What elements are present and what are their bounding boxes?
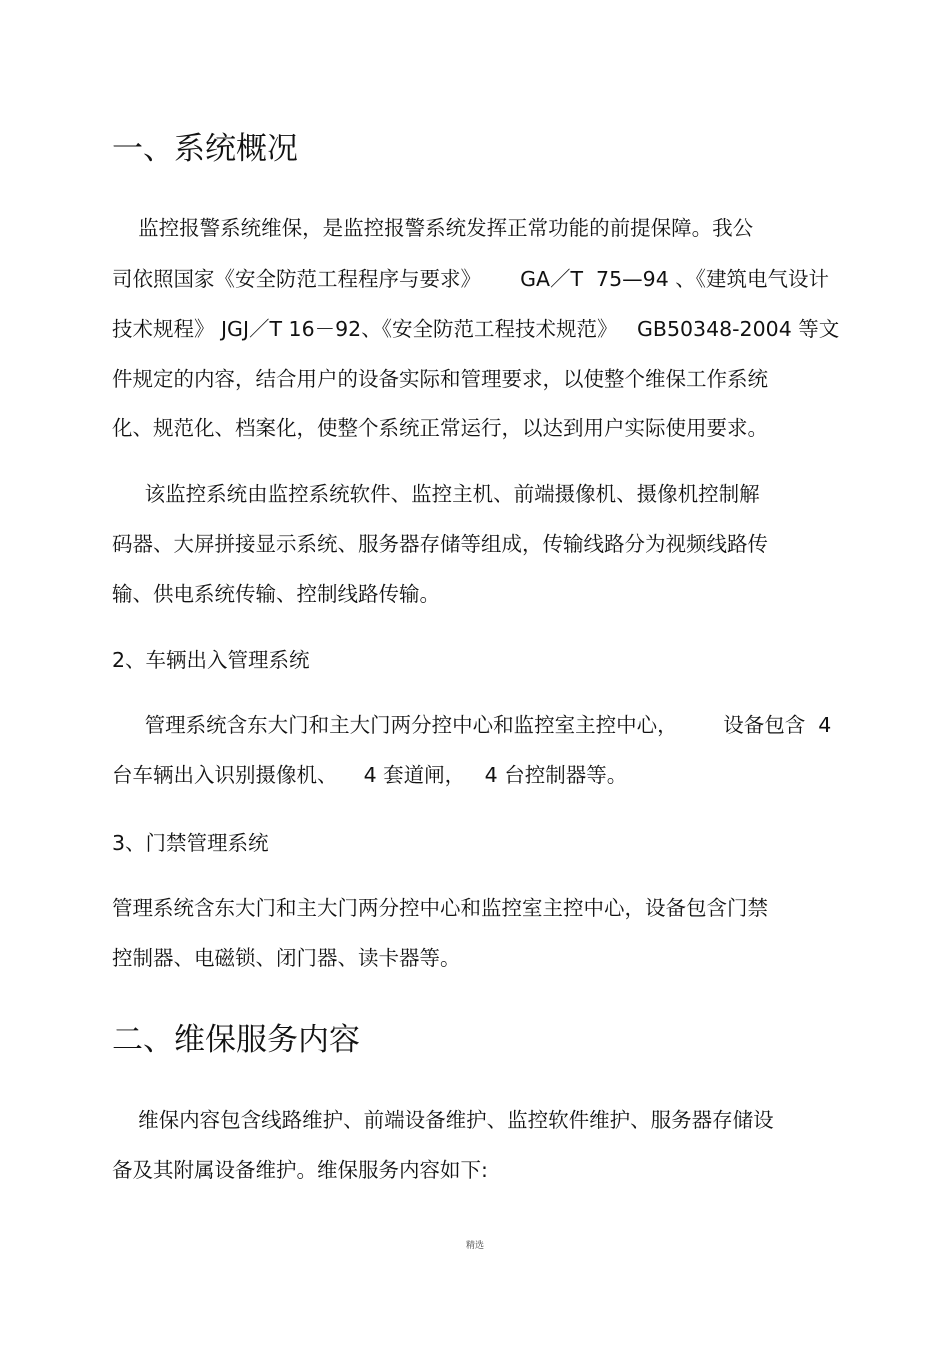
para2-line1: 该监控系统由监控系统软件、监控主机、前端摄像机、摄像机控制解 <box>112 482 760 506</box>
para1-line5: 化、规范化、档案化，使整个系统正常运行，以达到用户实际使用要求。 <box>112 416 768 440</box>
para1-line1: 监控报警系统维保，是监控报警系统发挥正常功能的前提保障。我公 <box>112 216 754 240</box>
section1-heading: 一、系统概况 <box>112 131 298 167</box>
subheading-vehicle: 2、车辆出入管理系统 <box>112 648 310 672</box>
para4-line1: 管理系统含东大门和主大门两分控中心和监控室主控中心，设备包含门禁 <box>112 896 768 920</box>
page-footer: 精选 <box>465 1241 484 1251</box>
para4-line2: 控制器、电磁锁、闭门器、读卡器等。 <box>112 946 461 970</box>
para3-line1: 管理系统含东大门和主大门两分控中心和监控室主控中心， 设备包含 4 <box>112 713 832 737</box>
para3-line2: 台车辆出入识别摄像机、 4 套道闸， 4 台控制器等。 <box>112 763 628 787</box>
para1-line3: 技术规程》 JGJ／T 16－92、《安全防范工程技术规范》 GB50348-2004 等文 <box>112 317 840 341</box>
para1-line4: 件规定的内容，结合用户的设备实际和管理要求，以使整个维保工作系统 <box>112 367 768 391</box>
para1-line2: 司依照国家《安全防范工程程序与要求》 GA／T 75—94 、《建筑电气设计 <box>112 267 829 291</box>
para2-line2: 码器、大屏拼接显示系统、服务器存储等组成，传输线路分为视频线路传 <box>112 532 768 556</box>
section2-heading: 二、维保服务内容 <box>112 1022 360 1058</box>
para2-line3: 输、供电系统传输、控制线路传输。 <box>112 582 440 606</box>
section2-para1-line1: 维保内容包含线路维护、前端设备维护、监控软件维护、服务器存储设 <box>112 1108 774 1132</box>
section2-para1-line2: 备及其附属设备维护。维保服务内容如下: <box>112 1158 488 1182</box>
subheading-access-control: 3、门禁管理系统 <box>112 831 269 855</box>
